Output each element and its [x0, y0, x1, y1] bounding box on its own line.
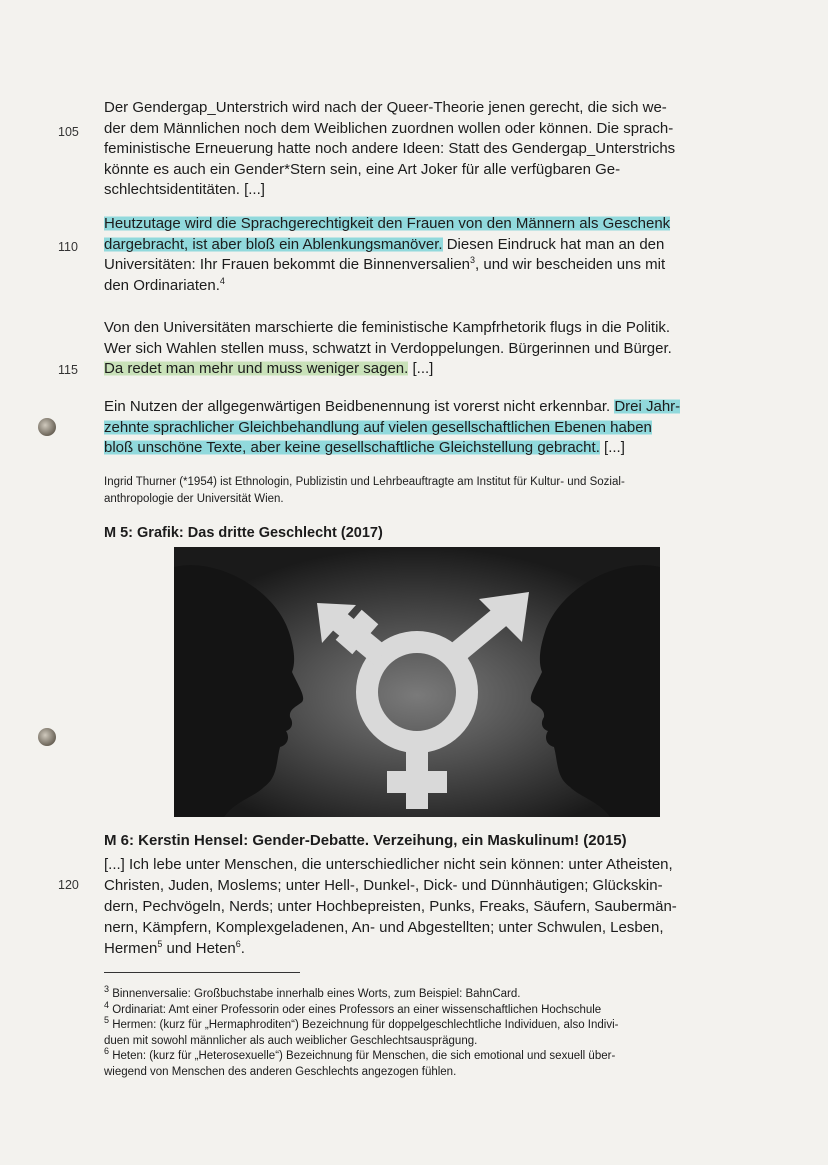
footnote-number: 4 [104, 999, 110, 1010]
text-line: [...] Ich lebe unter Menschen, die unterschiedlicher nicht sein können: unter Atheisten, [104, 856, 673, 873]
text-line: nern, Kämpfern, Komplexgeladenen, An- und Abgestellten; unter Schwulen, Lesben, [104, 919, 664, 936]
footnote-6-continued [104, 1065, 744, 1081]
text-line [104, 235, 744, 256]
text-fragment: . [240, 940, 245, 957]
footnote-number: 3 [104, 984, 110, 995]
text-fragment: Hermen [104, 940, 158, 957]
footnote-6 [104, 1046, 744, 1065]
text-fragment: den Ordinariaten. [104, 276, 220, 294]
paragraph-m6 [104, 854, 744, 959]
text-line [104, 938, 744, 959]
text-line: könnte es auch ein Gender*Stern sein, eine Art Joker für alle verfügbaren Ge- [104, 160, 621, 178]
highlight: bloß unschöne Texte, aber keine gesellschaftliche Gleichstellung gebracht. [104, 439, 600, 456]
text-line: feministische Erneuerung hatte noch andere Ideen: Statt des Gendergap_Unterstrichs [104, 140, 676, 157]
footnote-text: Hermen: (kurz für „Hermaphroditen“) Bezeichnung für doppelgeschlechtliche Individuen, also Indivi- [109, 1019, 619, 1031]
footnote-5-continued [104, 1034, 744, 1050]
text-line: Von den Universitäten marschierte die feministische Kampfrhetorik flugs in die Politik. [104, 319, 671, 336]
highlight: Heutzutage wird die Sprachgerechtigkeit den Frauen von den Männern als Geschenk [104, 215, 671, 232]
footnote-text: duen mit sowohl männlicher als auch weiblicher Geschlechtsausprägung. [104, 1034, 478, 1047]
highlight: dargebracht, ist aber bloß ein Ablenkungsmanöver. [104, 235, 443, 253]
footnote-ref: 5 [157, 939, 163, 949]
line-number-105: 105 [58, 125, 79, 139]
paragraph-sprachgerechtigkeit [104, 214, 744, 296]
text-fragment: Universitäten: Ihr Frauen bekommt die Binnenversalien [104, 256, 471, 273]
footnote-text: Binnenversalie: Großbuchstabe innerhalb eines Worts, zum Beispiel: BahnCard. [109, 988, 521, 1000]
text-line: Wer sich Wahlen stellen muss, schwatzt in Verdoppelungen. Bürgerinnen und Bürger. [104, 339, 672, 357]
text-line: Der Gendergap_Unterstrich wird nach der Queer-Theorie jenen gerecht, die sich we- [104, 99, 667, 116]
footnote-3 [104, 984, 744, 1003]
punch-hole-bottom [38, 728, 56, 746]
footnote-4 [104, 999, 744, 1019]
paragraph-beidbenennung [104, 397, 744, 459]
paragraph-queer-theory [104, 98, 744, 201]
text-line [104, 214, 744, 235]
text-line: der dem Männlichen noch dem Weiblichen zuordnen wollen oder können. Die sprach- [104, 119, 674, 137]
text-line [104, 397, 744, 418]
source-citation [104, 474, 744, 508]
text-line [104, 359, 744, 380]
footnote-divider [104, 972, 300, 973]
punch-hole-top [38, 418, 56, 436]
line-number-120: 120 [58, 878, 79, 892]
text-fragment: und Heten [162, 940, 236, 957]
footnote-ref: 3 [470, 255, 476, 265]
text-line: Christen, Juden, Moslems; unter Hell-, Dunkel-, Dick- und Dünnhäutigen; Glückskin- [104, 877, 663, 894]
footnote-text: Ordinariat: Amt einer Professorin oder eines Professors an einer wissenschaftlichen Hochschule [109, 1003, 602, 1016]
footnote-number: 5 [104, 1015, 110, 1026]
graphic-svg [174, 547, 660, 817]
line-number-115: 115 [58, 363, 78, 377]
text-line: anthropologie der Universität Wien. [104, 493, 284, 505]
text-line: schlechtsidentitäten. [...] [104, 181, 265, 198]
footnote-number: 6 [104, 1046, 110, 1057]
footnote-ref: 4 [219, 275, 225, 286]
text-line: Ingrid Thurner (*1954) ist Ethnologin, Publizistin und Lehrbeauftragte am Institut für Kultur- und Sozial- [104, 476, 625, 488]
paragraph-politik [104, 318, 744, 380]
highlight: Da redet man mehr und muss weniger sagen. [104, 360, 409, 377]
m5-heading: M 5: Grafik: Das dritte Geschlecht (2017) [104, 525, 383, 541]
line-number-110: 110 [58, 240, 78, 254]
m6-heading: M 6: Kerstin Hensel: Gender-Debatte. Verzeihung, ein Maskulinum! (2015) [104, 832, 627, 849]
highlight: Drei Jahr- [614, 398, 681, 415]
footnote-text: wiegend von Menschen des anderen Geschlechts angezogen fühlen. [104, 1065, 457, 1078]
text-fragment: [...] [408, 360, 434, 377]
text-line [104, 276, 744, 297]
highlight: zehnte sprachlicher Gleichbehandlung auf vielen gesellschaftlichen Ebenen haben [104, 418, 652, 436]
footnotes [104, 984, 744, 1080]
footnote-text: Heten: (kurz für „Heterosexuelle“) Bezeichnung für Menschen, die sich emotional und sexuell über- [109, 1050, 616, 1062]
text-line [104, 418, 744, 439]
third-gender-graphic [174, 547, 660, 817]
footnote-5 [104, 1015, 744, 1034]
footnote-ref: 6 [235, 939, 241, 949]
text-line [104, 255, 744, 276]
text-line: dern, Pechvögeln, Nerds; unter Hochbepreisten, Punks, Freaks, Säufern, Saubermän- [104, 898, 677, 915]
text-fragment: [...] [599, 439, 625, 456]
text-line [104, 438, 744, 459]
text-fragment: Ein Nutzen der allgegenwärtigen Beidbenennung ist vorerst nicht erkennbar. [104, 398, 615, 415]
text-fragment: , und wir bescheiden uns mit [475, 256, 666, 273]
text-fragment: Diesen Eindruck hat man an den [442, 235, 665, 253]
